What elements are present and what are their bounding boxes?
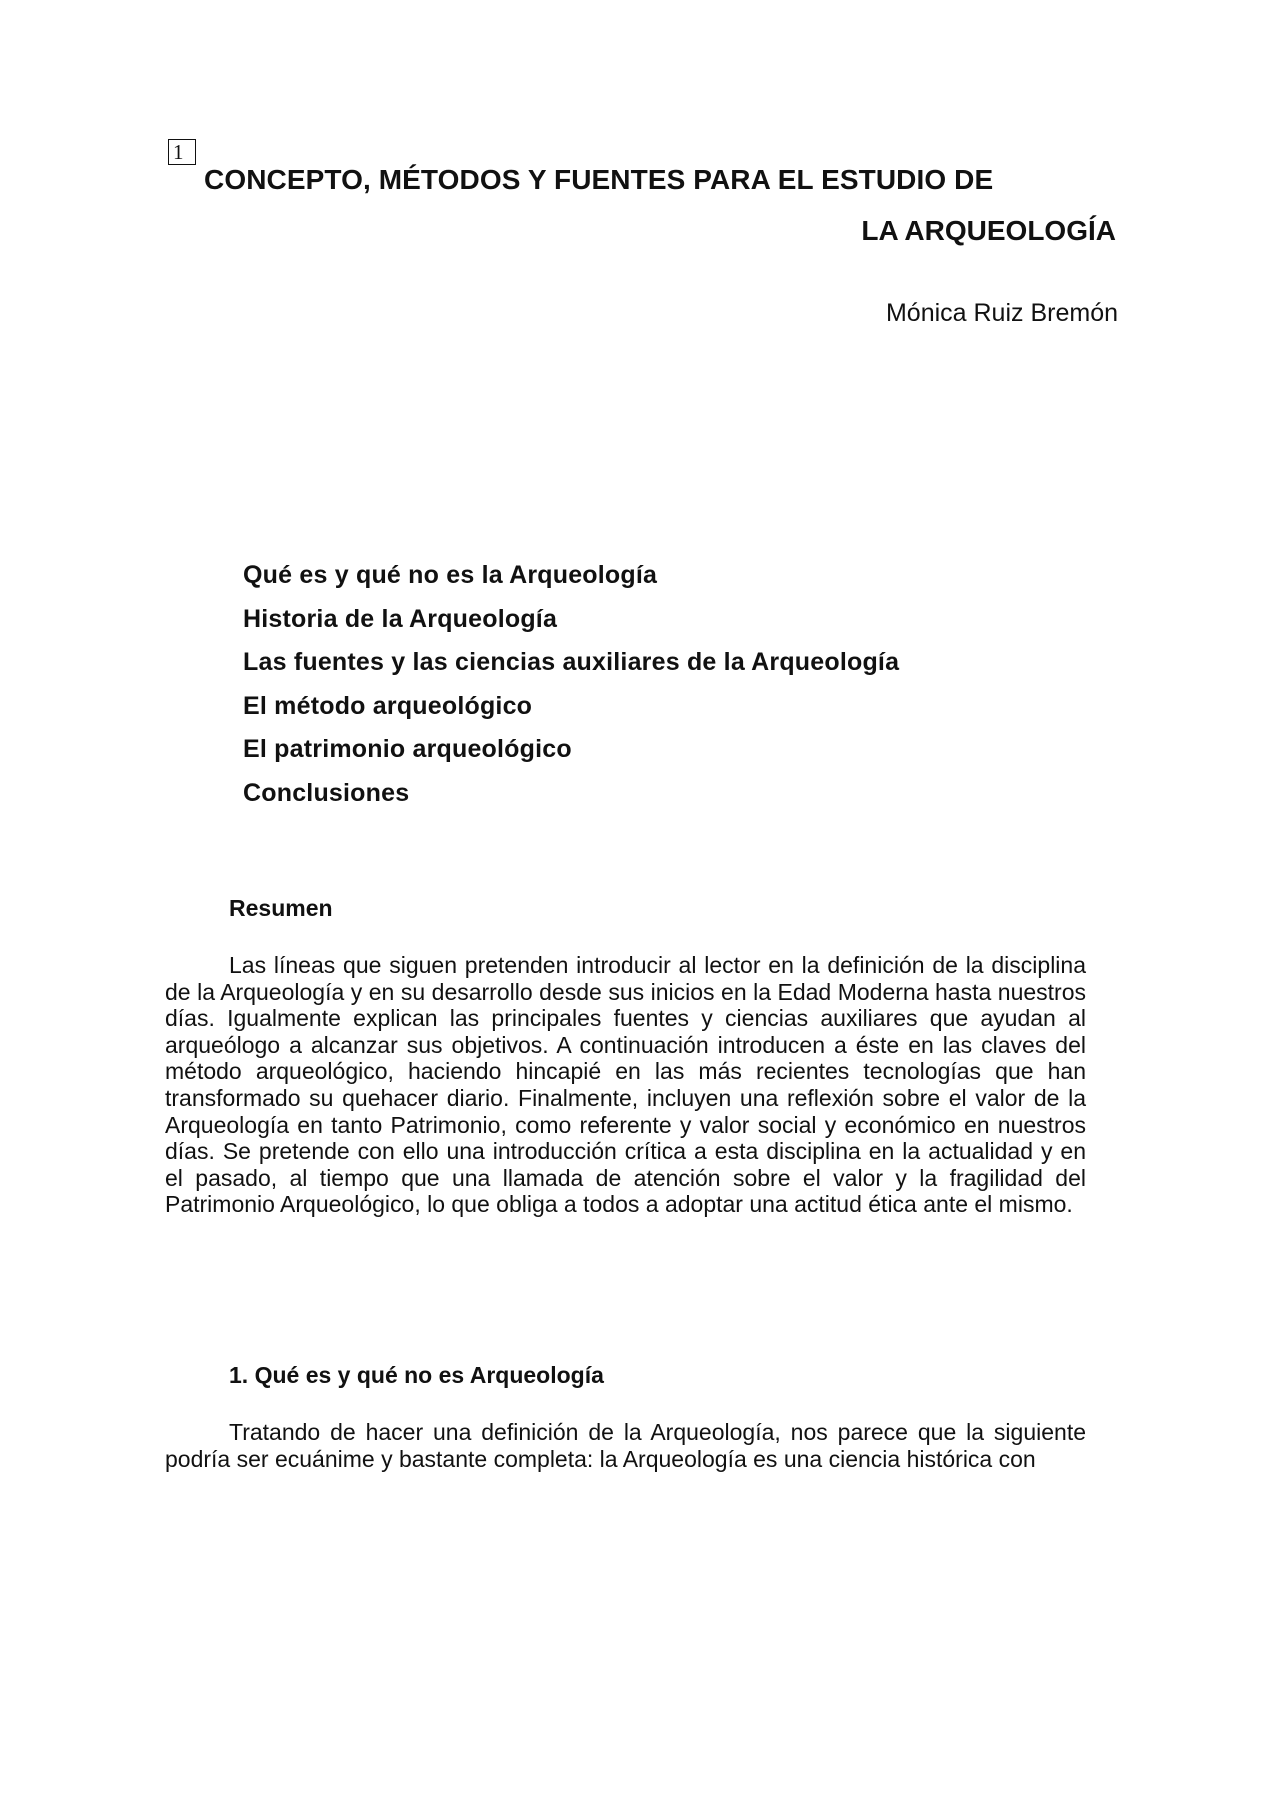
toc-item: El método arqueológico: [243, 691, 533, 720]
toc-item: Conclusiones: [243, 778, 410, 807]
section-1-heading: 1. Qué es y qué no es Arqueología: [229, 1362, 604, 1388]
toc-item: Las fuentes y las ciencias auxiliares de la Arqueología: [243, 648, 900, 676]
table-of-contents: [243, 560, 899, 821]
author-name: Mónica Ruiz Bremón: [885, 299, 1118, 327]
section-1-paragraph: Tratando de hacer una definición de la Arqueología, nos parece que la siguiente podría ser ecuánime y bastante completa: la Arqueología es una ciencia histórica con: [165, 1419, 1086, 1472]
toc-item: El patrimonio arqueológico: [243, 735, 572, 763]
chapter-title-line-1: CONCEPTO, MÉTODOS Y FUENTES PARA EL ESTUDIO DE: [204, 164, 994, 195]
resumen-heading: Resumen: [229, 895, 333, 921]
chapter-number-box: 1: [168, 139, 196, 165]
resumen-paragraph: Las líneas que siguen pretenden introducir al lector en la definición de la disciplina de la Arqueología y en su desarrollo desde sus inicios en la Edad Moderna hasta nuestros días. Igualmente explican las principales fuentes y ciencias auxiliares que ayudan al arqueólogo a alcanzar sus objetivos. A continuación introducen a éste en las claves del método arqueológico, haciendo hincapié en las más recientes tecnologías que han transformado su quehacer diario. Finalmente, incluyen una reflexión sobre el valor de la Arqueología en tanto Patrimonio, como referente y valor social y económico en nuestros días. Se pretende con ello una introducción crítica a esta disciplina en la actualidad y en el pasado, al tiempo que una llamada de atención sobre el valor y la fragilidad del Patrimonio Arqueológico, lo que obliga a todos a adoptar una actitud ética ante el mismo.: [165, 952, 1086, 1218]
toc-item: Historia de la Arqueología: [243, 604, 558, 633]
toc-item: Qué es y qué no es la Arqueología: [243, 561, 658, 589]
chapter-title-line-2: LA ARQUEOLOGÍA: [861, 215, 1116, 246]
